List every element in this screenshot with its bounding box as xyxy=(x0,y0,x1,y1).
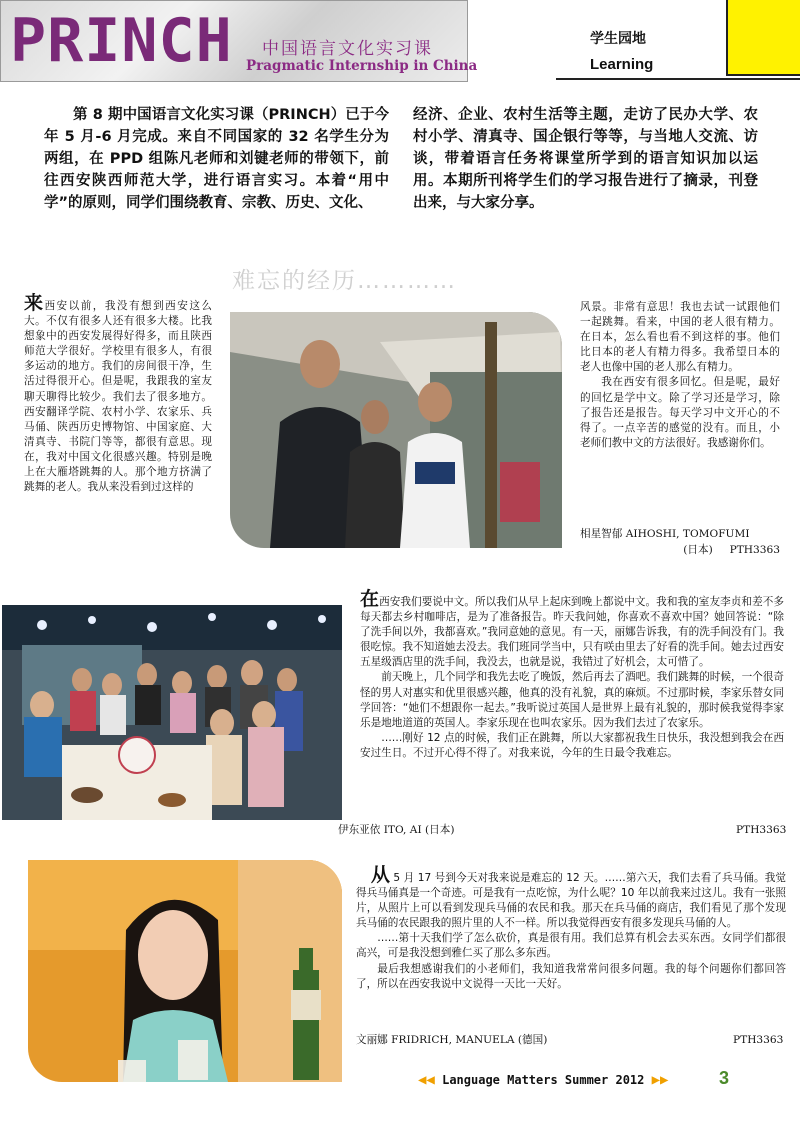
article1-drop-cap: 来 xyxy=(24,292,45,314)
article1-course-code: PTH3363 xyxy=(729,544,780,556)
article3-text: 从 5 月 17 号到今天对我来说是难忘的 12 天。……第六天，我们去看了兵马俑。我觉得兵马俑真是一个奇迹。可是我有一点吃惊，为什么呢？10 年以前我来过这儿。我有一张照片，从照片上可以看到发现兵马俑的农民和我。那天在兵马俑的商店，我们看见了那个发现兵马俑的农民跟我的照片里的人不一样。所以我觉得西安有很多发现兵马俑的人。 ……第十天我们学了怎么砍价，真是很有用。我们总算有机会去买东西。女同学们都很高兴，可是我没想到雅仁买了那么多东西。 最后我想感谢我们的小老师们，我知道我常常问很多问题。我的每个问题你们都回答了，所以在西安我说中文说得一天比一天好。 xyxy=(356,864,787,990)
page-number: 3 xyxy=(719,1068,730,1088)
article1-byline xyxy=(580,526,780,558)
section-subtitle: 难忘的经历………… xyxy=(232,268,457,294)
header-rule xyxy=(556,78,800,80)
article2-photo xyxy=(2,605,342,820)
logo-wordmark: PRINCH xyxy=(10,6,233,76)
article3-drop-cap: 从 xyxy=(370,864,390,886)
article3-photo xyxy=(28,860,342,1082)
intro-left: 第 8 期中国语言文化实习课（PRINCH）已于今年 5 月-6 月完成。来自不同国家的 32 名学生分为两组，在 PPD 组陈凡老师和刘键老师的带领下，前往西安陕西师范大学，进行语言实习。本着“用中学”的原则，同学们围绕教育、宗教、历史、文化、 xyxy=(44,107,389,211)
article1-country: (日本) xyxy=(683,544,713,556)
section-color-tab xyxy=(726,0,800,76)
article1-author: 相星智郁 AIHOSHI, TOMOFUMI xyxy=(580,528,750,540)
article2-text: 在西安我们要说中文。所以我们从早上起床到晚上都说中文。我和我的室友李贞和差不多每天都去乡村咖啡店，是为了准备报告。昨天我问她，你喜欢不喜欢中国？她回答说：“除了洗手间以外，我都喜欢。”我同意她的意见。有一天，丽娜告诉我，有的洗手间没有门。我很吃惊。我不知道她去没去。我们班同学当中，只有咲由里去了好看的洗手间。她去过西安五星级酒店里的洗手间，我没去，也就是说，我错过了好机会，太可惜了。 前天晚上，几个同学和我先去吃了晚饭，然后再去了酒吧。我们跳舞的时候，一个很奇怪的男人对惠实和优里很感兴趣，他真的没有礼貌，真的麻烦。不过那时候，李家乐替女同学回答：“她们不想跟你一起去。”我听说过英国人是世界上最有礼貌的，那时候我觉得李家乐是地地道道的英国人。李家乐现在也叫农家乐。因为我们去过了农家乐。 ……刚好 12 点的时候，我们正在跳舞，所以大家都祝我生日快乐，我没想到我会在西安过生日。不过开心得不得了。对我来说，今年的生日最令我难忘。 xyxy=(360,588,784,759)
article1-right-text: 风景。非常有意思！我也去试一试跟他们一起跳舞。看来，中国的老人很有精力。在日本，怎么看也看不到这样的事。他们比日本的老人有精力得多。我希望日本的老人也像中国的老人那么有精力。 我在西安有很多回忆。但是呢，最好的回忆是学中文。除了学习还是学习，除了报告还是报告。每天学习中文开心的不得了。一点辛苦的感觉的没有。而且，小老师们教中文的方法很好。我感谢你们。 xyxy=(580,301,780,449)
intro-right: 经济、企业、农村生活等主题，走访了民办大学、农村小学、清真寺、国企银行等等，与当地人交流、访谈，带着语言任务将课堂所学到的语言知识加以运用。本期所刊将学生们的学习报告进行了摘录，刊登出来，与大家分享。 xyxy=(413,107,758,211)
section-title-chinese: 学生园地 xyxy=(590,31,646,47)
article3-author: 文丽娜 FRIDRICH, MANUELA (德国) xyxy=(356,1034,548,1046)
article2-drop-cap: 在 xyxy=(360,588,380,610)
prev-arrow-icon: ◀◀ xyxy=(418,1072,435,1088)
article2-course-code: PTH3363 xyxy=(736,824,787,836)
logo-chinese-title: 中国语言文化实习课 xyxy=(262,39,433,59)
footer xyxy=(418,1072,668,1088)
next-arrow-icon: ▶▶ xyxy=(651,1072,669,1088)
article2-author: 伊东亚依 ITO, AI (日本) xyxy=(338,824,455,836)
footer-publication: Language Matters Summer 2012 xyxy=(442,1073,645,1087)
article3-course-code: PTH3363 xyxy=(733,1034,784,1046)
article1-photo xyxy=(230,312,562,548)
section-title-english: Learning xyxy=(590,56,654,73)
logo-english-title: Pragmatic Internship in China xyxy=(246,58,478,74)
article1-left-text: 来西安以前，我没有想到西安这么大。不仅有很多人还有很多大楼。比我想象中的西安发展得好得多，而且陕西师范大学很好。学校里有很多人，有很多运动的地方。我们的房间很干净，生活过得很开心。但是呢，我跟我的室友聊天聊得比较少。我们去了很多地方。西安翻译学院、农村小学、农家乐、兵马俑、陕西历史博物馆、中国家庭、大清真寺、书院门等等，都很有意思。现在，我对中国文化很感兴趣。特别是晚上在大雁塔跳舞的人。那个地方挤满了跳舞的老人。我从来没看到过这样的 xyxy=(24,292,212,494)
